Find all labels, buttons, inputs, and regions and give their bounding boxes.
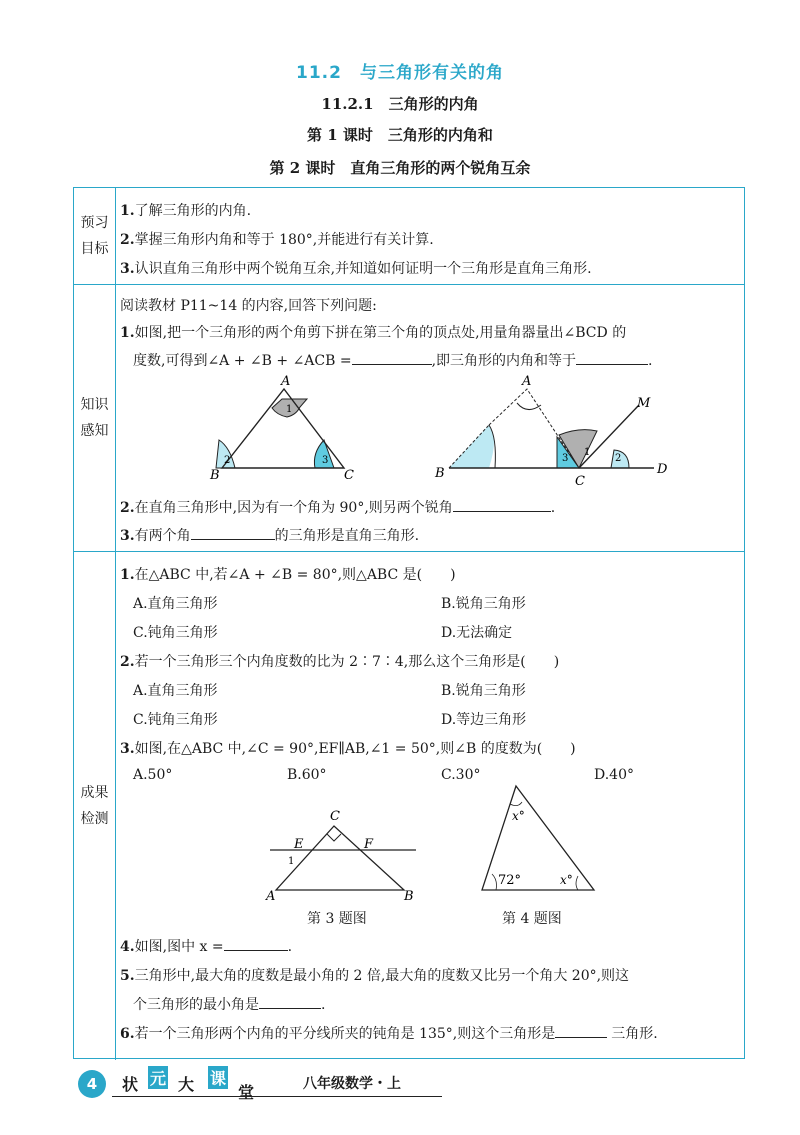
knowledge-q1-line2: 度数,可得到∠A + ∠B + ∠ACB = ,即三角形的内角和等于 . [133,350,653,370]
check-q3-option-c: C.30° [441,767,481,783]
check-q4: 4.如图,图中 x = . [120,936,292,956]
check-q5-line2: 个三角形的最小角是 . [133,994,325,1014]
answer-blank [453,497,551,512]
check-label: 成果 检测 [74,552,116,1060]
svg-text:1: 1 [288,856,295,867]
svg-text:F: F [364,837,374,852]
triangle-figure-left [134,375,354,483]
preview-item-1: 1.了解三角形的内角. [120,203,252,219]
svg-text:2: 2 [615,453,622,464]
check-q1-option-a: A.直角三角形 [133,596,218,612]
svg-text:A: A [266,889,276,904]
preview-label: 预习 目标 [74,188,116,284]
knowledge-q3: 3.有两个角 的三角形是直角三角形. [120,525,419,545]
svg-text:x°: x° [512,809,525,823]
check-q1-option-d: D.无法确定 [441,625,513,641]
svg-text:C: C [330,809,340,824]
knowledge-q2: 2.在直角三角形中,因为有一个角为 90°,则另两个锐角 . [120,497,555,517]
svg-text:1: 1 [286,404,293,415]
brand-logo: 状 元 大 课 堂 [112,1070,292,1100]
svg-text:B: B [435,466,445,481]
check-q3: 3.如图,在△ABC 中,∠C = 90°,EF∥AB,∠1 = 50°,则∠B 的度数为( ) [120,741,576,757]
svg-text:2: 2 [224,455,231,466]
check-q6: 6.若一个三角形两个内角的平分线所夹的钝角是 135°,则这个三角形是 三角形. [120,1023,658,1043]
answer-blank [555,1023,607,1038]
subsection-title: 11.2.1 三角形的内角 [321,95,479,113]
triangle-figure-right [429,375,709,487]
knowledge-q1-line1: 1.如图,把一个三角形的两个角剪下拼在第三个角的顶点处,用量角器量出∠BCD 的 [120,325,627,341]
answer-blank [352,350,432,365]
figure-3-caption: 第 3 题图 [307,911,367,927]
figure-4 [474,780,604,898]
svg-text:72°: 72° [498,873,522,888]
answer-blank [224,936,288,951]
figure-4-caption: 第 4 题图 [502,911,562,927]
answer-blank [576,350,648,365]
svg-text:x°: x° [560,873,573,887]
svg-text:E: E [294,837,304,852]
check-q2-option-b: B.锐角三角形 [441,683,526,699]
check-q5-line1: 5.三角形中,最大角的度数是最小角的 2 倍,最大角的度数又比另一个角大 20°,则这 [120,968,630,984]
svg-text:D: D [657,462,668,477]
knowledge-intro: 阅读教材 P11~14 的内容,回答下列问题: [120,298,377,314]
check-q1: 1.在△ABC 中,若∠A + ∠B = 80°,则△ABC 是( ) [120,567,456,583]
footer-rule [112,1096,442,1097]
label-C: C [344,468,354,483]
svg-text:3: 3 [322,455,329,466]
svg-text:1: 1 [584,447,591,458]
lesson1-title: 第 1 课时 三角形的内角和 [307,126,493,144]
answer-blank [191,525,275,540]
svg-text:B: B [404,889,414,904]
check-q1-option-b: B.锐角三角形 [441,596,526,612]
check-q2-option-c: C.钝角三角形 [133,712,218,728]
svg-text:A: A [522,375,532,389]
check-q3-option-a: A.50° [133,767,173,783]
label-A: A [281,375,291,389]
label-B: B [210,468,220,483]
figure-3 [264,804,424,904]
answer-blank [259,994,321,1009]
svg-text:M: M [637,396,651,411]
knowledge-row [74,284,744,551]
check-q2: 2.若一个三角形三个内角度数的比为 2∶7∶4,那么这个三角形是( ) [120,654,560,670]
check-q3-option-d: D.40° [594,767,634,783]
preview-item-2: 2.掌握三角形内角和等于 180°,并能进行有关计算. [120,232,434,248]
grade-label: 八年级数学・上 [303,1076,401,1092]
check-q3-option-b: B.60° [287,767,327,783]
svg-text:C: C [575,474,585,487]
preview-row [74,188,744,284]
section-title: 11.2 与三角形有关的角 [296,63,504,83]
svg-text:3: 3 [562,453,569,464]
check-q2-option-a: A.直角三角形 [133,683,218,699]
knowledge-label: 知识 感知 [74,285,116,551]
check-q1-option-c: C.钝角三角形 [133,625,218,641]
page-footer [78,1066,448,1106]
check-row [74,551,744,1060]
worksheet-table [73,187,745,1059]
preview-item-3: 3.认识直角三角形中两个锐角互余,并知道如何证明一个三角形是直角三角形. [120,261,592,277]
lesson2-title: 第 2 课时 直角三角形的两个锐角互余 [269,159,531,177]
check-q2-option-d: D.等边三角形 [441,712,527,728]
page-number: 4 [78,1070,106,1098]
